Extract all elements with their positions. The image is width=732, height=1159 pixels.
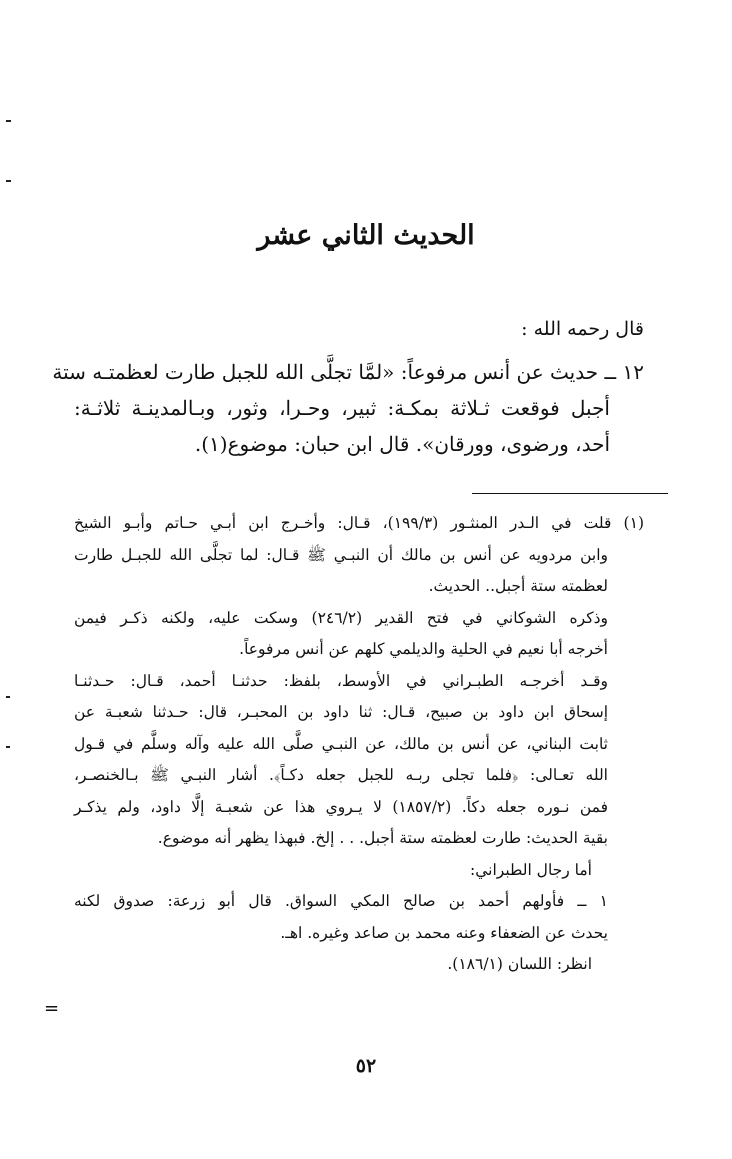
hadith-line: أحد، ورضوى، وورقان». قال ابن حبان: موضوع(١). <box>194 432 610 456</box>
footnote-line: إسحاق ابن داود بن صبيح، قـال: ثنا داود بن المحبـر، قال: حـدثنا شعبـة عن <box>74 703 608 721</box>
footnote-line: انظر: اللسان (١٨٦/١). <box>447 955 592 973</box>
hadith-line: أجبل فوقعت ثـلاثة بمكـة: ثبير، وحـرا، وثور، وبـالمدينـة ثلاثـة: <box>74 396 610 420</box>
footnote-line: أما رجال الطبراني: <box>470 860 592 879</box>
intro-line: قال رحمه الله : <box>521 318 644 340</box>
scan-margin-mark <box>6 120 11 122</box>
footnote-line: لعظمته ستة أجبل.. الحديث. <box>428 577 608 595</box>
hadith-text <box>52 354 644 462</box>
footnote-line: ١ ــ فأولهم أحمد بن صالح المكي السواق. قال أبو زرعة: صدوق لكنه <box>74 892 608 910</box>
footnote-line: فمن نـوره جعله دكاً. (١٨٥٧/٢) لا يـروي هذا عن شعبـة إلَّا داود، ولم يذكـر <box>74 797 608 816</box>
footnote-line: أخرجه أبا نعيم في الحلية والديلمي كلهم عن أنس مرفوعاً. <box>239 640 608 658</box>
scan-margin-mark <box>6 746 10 748</box>
chapter-title: الحديث الثاني عشر <box>257 220 475 251</box>
footnote-line: ثابت البناني، عن أنس بن مالك، عن النبـي صلَّى الله عليه وآله وسلَّم في قـول <box>74 734 608 753</box>
scan-margin-mark <box>6 180 11 182</box>
footnotes <box>74 508 644 981</box>
footnote-line: الله تعـالى: ﴿فلما تجلى ربـه للجبل جعله دكـاً﴾. أشار النبـي ﷺ بـالخنصـر، <box>74 766 608 784</box>
footnote-line: وقـد أخرجـه الطبـراني في الأوسط، بلفظ: حدثنـا أحمد، قـال: حـدثنـا <box>74 671 608 690</box>
footnote-line: يحدث عن الضعفاء وعنه محمد بن صاعد وغيره. اهـ. <box>280 923 608 942</box>
hadith-line: ١٢ ــ حديث عن أنس مرفوعاً: «لمَّا تجلَّى الله للجبل طارت لعظمتـه ستة <box>52 360 644 384</box>
scan-margin-mark <box>6 696 10 698</box>
margin-equals-mark: = <box>44 998 60 1019</box>
footnote-line: وابن مردويه عن أنس بن مالك أن النبـي ﷺ قـال: لما تجلَّى الله للجبـل طارت <box>74 545 608 564</box>
footnote-separator <box>472 493 668 494</box>
footnote-line: بقية الحديث: طارت لعظمته ستة أجبل. . . إلخ. فبهذا يظهر أنه موضوع. <box>157 829 608 847</box>
page-number: ٥٢ <box>355 1055 377 1077</box>
footnote-line: وذكره الشوكاني في فتح القدير (٢٤٦/٢) وسكت عليه، ولكنه ذكـر فيمن <box>74 608 608 627</box>
footnote-line: (١) قلت في الـدر المنثـور (١٩٩/٣)، قـال: وأخـرج ابن أبـي حـاتم وأبـو الشيخ <box>74 514 644 532</box>
